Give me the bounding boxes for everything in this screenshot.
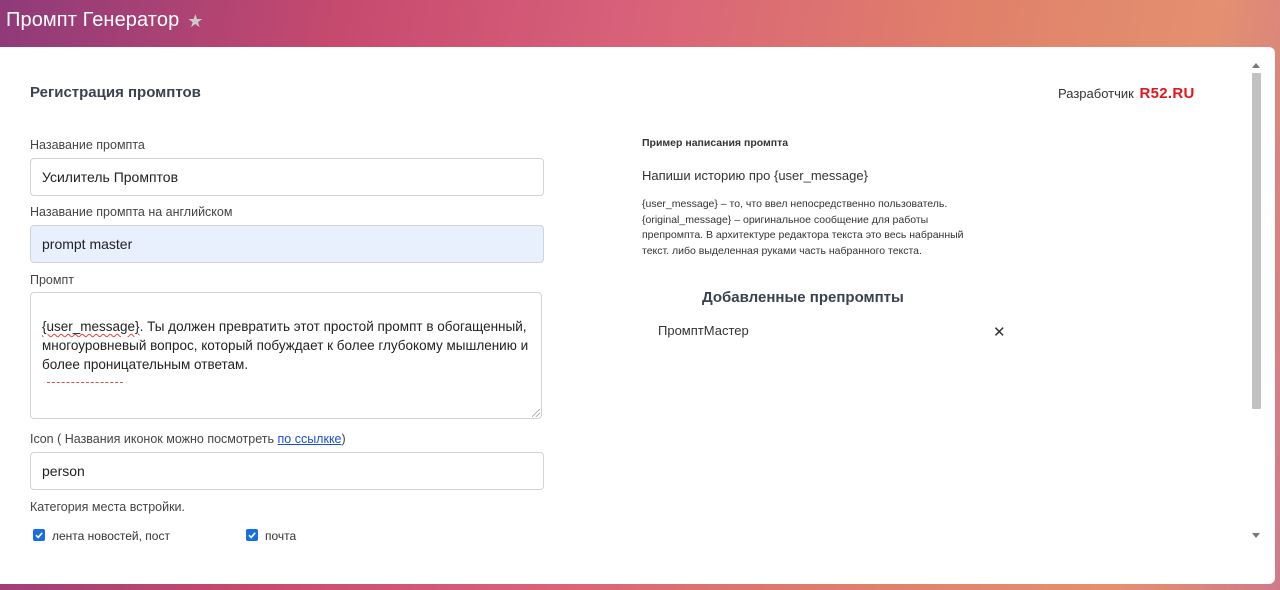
prompt-name-label: Назавание промпта (30, 138, 145, 152)
prompt-textarea[interactable] (30, 292, 542, 419)
prompt-label: Промпт (30, 273, 74, 287)
category-feed-label: лента новостей, пост (52, 529, 170, 543)
scroll-down-arrow-icon[interactable] (1252, 533, 1260, 538)
icon-label-prefix: Icon ( Названия иконок можно посмотреть (30, 432, 278, 446)
category-checkbox-mail[interactable] (246, 529, 258, 541)
main-card (0, 47, 1275, 584)
example-title: Пример написания промпта (642, 137, 789, 149)
prompt-name-en-value: prompt master (42, 236, 133, 252)
example-text: Напиши историю про {user_message} (642, 168, 868, 183)
developer-label: Разработчик (1058, 86, 1134, 101)
category-label: Категория места встройки. (30, 500, 185, 514)
prompt-text: . Ты должен превратить этот простой промпт в обогащенный, многоуровневый вопрос, который побуждает к более глубокому мышлению и более проницательным ответам. (42, 319, 529, 372)
scrollbar[interactable] (1250, 59, 1263, 544)
prompt-placeholder-token: {user_message} (42, 319, 140, 334)
section-title: Регистрация промптов (30, 84, 201, 101)
icon-input[interactable] (30, 452, 544, 490)
icon-label (30, 432, 346, 446)
star-icon[interactable]: ★ (187, 11, 204, 31)
prompt-name-en-label: Назавание промпта на английском (30, 205, 233, 219)
developer-credit (1058, 85, 1195, 102)
scroll-thumb[interactable] (1252, 73, 1261, 409)
spellcheck-marker (47, 381, 123, 383)
resize-handle[interactable] (532, 409, 540, 417)
icon-value: person (42, 463, 85, 479)
close-icon[interactable]: ✕ (993, 324, 1006, 341)
prompt-name-en-input[interactable] (30, 225, 544, 263)
app-header (0, 0, 1280, 40)
category-checkbox-feed[interactable] (33, 529, 45, 541)
app-title: Промпт Генератор (6, 8, 180, 31)
icons-link[interactable]: по ссылкке (277, 432, 342, 446)
prompt-name-value: Усилитель Промптов (42, 169, 179, 185)
icon-label-suffix: ) (341, 432, 346, 446)
category-mail-label: почта (265, 529, 297, 543)
developer-brand[interactable]: R52.RU (1139, 85, 1195, 102)
prompt-name-input[interactable] (30, 158, 544, 196)
added-preprompts-title: Добавленные препромпты (702, 289, 904, 306)
added-preprompt-item: ПромптМастер (658, 323, 749, 338)
example-note: {user_message} – то, что ввел непосредственно пользователь. {original_message} – оригинальное сообщение для работы препромпта. В архитектуре редактора текста это весь набранный текст. либо выделенная руками часть набранного текста. (642, 198, 964, 257)
scroll-up-arrow-icon[interactable] (1252, 63, 1260, 68)
